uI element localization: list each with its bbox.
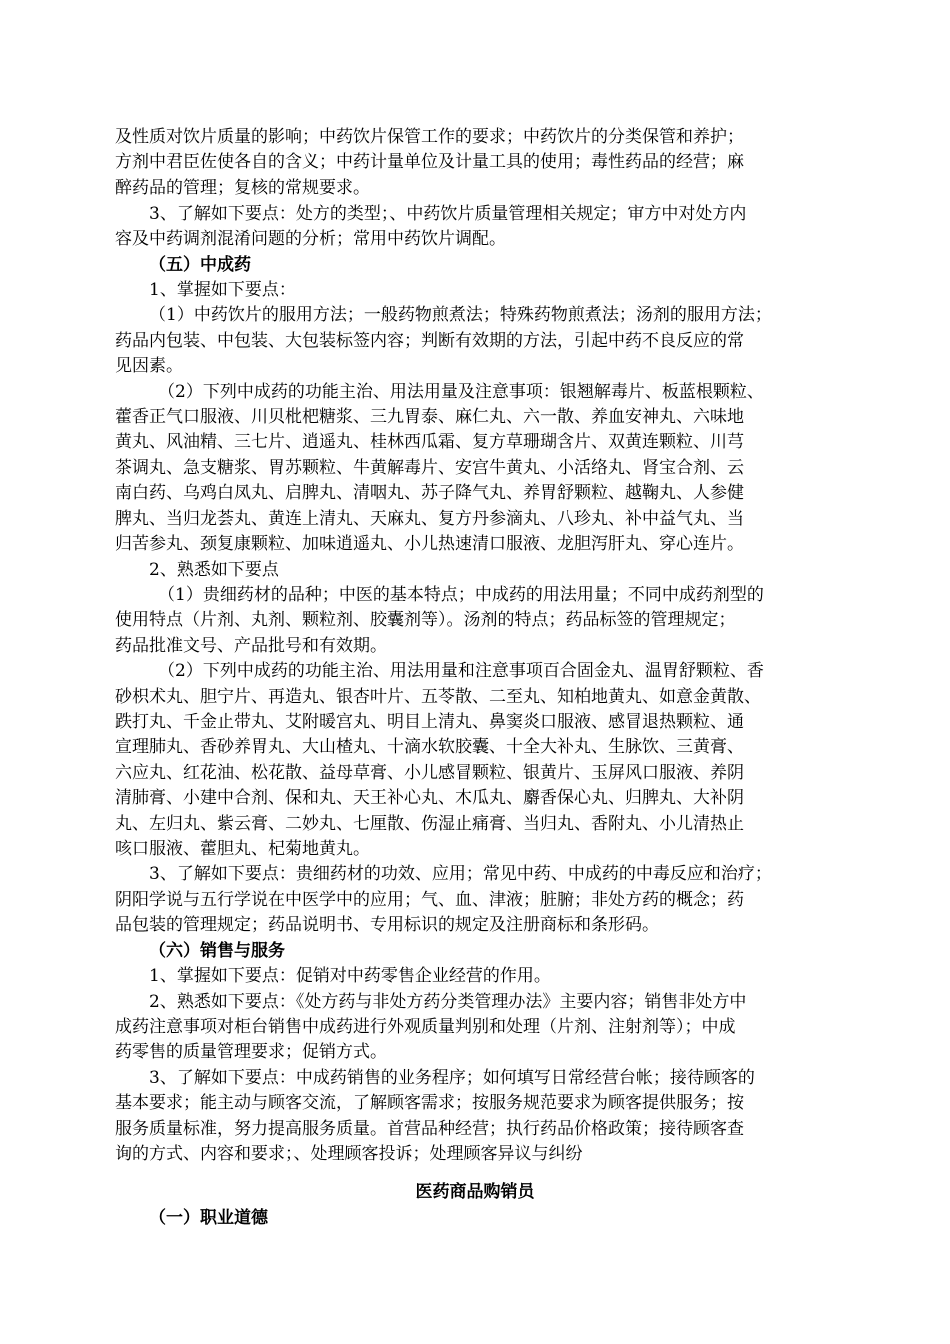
paragraph-line: （1）贵细药材的品种；中医的基本特点；中成药的用法用量；不同中成药剂型的 [158, 585, 764, 605]
paragraph-line: 咳口服液、藿胆丸、杞菊地黄丸。 [115, 839, 370, 859]
paragraph-line: 藿香正气口服液、川贝枇杷糖浆、三九胃泰、麻仁丸、六一散、养血安神丸、六味地 [115, 407, 744, 427]
paragraph-line: 宣理肺丸、香砂养胃丸、大山楂丸、十滴水软胶囊、十全大补丸、生脉饮、三黄膏、 [115, 737, 744, 757]
paragraph-line: 成药注意事项对柜台销售中成药进行外观质量判别和处理（片剂、注射剂等）；中成 [115, 1017, 736, 1037]
paragraph-line: 及性质对饮片质量的影响；中药饮片保管工作的要求；中药饮片的分类保管和养护； [115, 127, 744, 147]
paragraph-line: 2、熟悉如下要点：《处方药与非处方药分类管理办法》主要内容；销售非处方中 [149, 992, 747, 1012]
paragraph-line: 2、熟悉如下要点 [149, 560, 279, 580]
paragraph-line: 黄丸、风油精、三七片、逍遥丸、桂林西瓜霜、复方草珊瑚含片、双黄连颗粒、川芎 [115, 432, 744, 452]
paragraph-line: 方剂中君臣佐使各自的含义；中药计量单位及计量工具的使用；毒性药品的经营；麻 [115, 152, 744, 172]
paragraph-line: （1）中药饮片的服用方法；一般药物煎煮法；特殊药物煎煮法；汤剂的服用方法； [149, 305, 772, 325]
paragraph-line: 品包装的管理规定；药品说明书、专用标识的规定及注册商标和条形码。 [115, 915, 659, 935]
paragraph-line: 茶调丸、急支糖浆、胃苏颗粒、牛黄解毒片、安宫牛黄丸、小活络丸、肾宝合剂、云 [115, 458, 744, 478]
paragraph-line: 询的方式、内容和要求；、处理顾客投诉；处理顾客异议与纠纷 [115, 1144, 583, 1164]
paragraph-line: 基本要求；能主动与顾客交流，了解顾客需求；按服务规范要求为顾客提供服务；按 [115, 1093, 744, 1113]
paragraph-line: 药品批准文号、产品批号和有效期。 [115, 636, 387, 656]
paragraph-line: 丸、左归丸、紫云膏、二妙丸、七厘散、伤湿止痛膏、当归丸、香附丸、小儿清热止 [115, 814, 744, 834]
paragraph-line: 阴阳学说与五行学说在中医学中的应用；气、血、津液；脏腑；非处方药的概念；药 [115, 890, 744, 910]
paragraph-line: 容及中药调剂混淆问题的分析；常用中药饮片调配。 [115, 229, 506, 249]
paragraph-line: 见因素。 [115, 356, 183, 376]
paragraph-line: 砂枳术丸、胆宁片、再造丸、银杏叶片、五苓散、二至丸、知柏地黄丸、如意金黄散、 [115, 687, 761, 707]
paragraph-line: 脾丸、当归龙荟丸、黄连上清丸、天麻丸、复方丹参滴丸、八珍丸、补中益气丸、当 [115, 509, 744, 529]
paragraph-line: 服务质量标准，努力提高服务质量。首营品种经营；执行药品价格政策；接待顾客查 [115, 1119, 744, 1139]
paragraph-line: 3、了解如下要点：贵细药材的功效、应用；常见中药、中成药的中毒反应和治疗； [149, 864, 772, 884]
paragraph-line: 药零售的质量管理要求；促销方式。 [115, 1042, 387, 1062]
paragraph-line: 1、掌握如下要点： [149, 280, 296, 300]
paragraph-line: 清肺膏、小建中合剂、保和丸、天王补心丸、木瓜丸、麝香保心丸、归脾丸、大补阴 [115, 788, 744, 808]
section-heading: （一）职业道德 [149, 1208, 268, 1228]
paragraph-line: 3、了解如下要点：处方的类型；、中药饮片质量管理相关规定；审方中对处方内 [149, 204, 747, 224]
paragraph-line: 跌打丸、千金止带丸、艾附暖宫丸、明目上清丸、鼻窦炎口服液、感冒退热颗粒、通 [115, 712, 744, 732]
paragraph-line: 1、掌握如下要点：促销对中药零售企业经营的作用。 [149, 966, 551, 986]
paragraph-line: 药品内包装、中包装、大包装标签内容；判断有效期的方法，引起中药不良反应的常 [115, 331, 744, 351]
section-heading: （五）中成药 [149, 255, 251, 275]
paragraph-line: 使用特点（片剂、丸剂、颗粒剂、胶囊剂等）。汤剂的特点；药品标签的管理规定； [115, 610, 736, 630]
paragraph-line: （2）下列中成药的功能主治、用法用量及注意事项：银翘解毒片、板蓝根颗粒、 [158, 382, 764, 402]
paragraph-line: 醉药品的管理；复核的常规要求。 [115, 178, 370, 198]
paragraph-line: 南白药、乌鸡白凤丸、启脾丸、清咽丸、苏子降气丸、养胃舒颗粒、越鞠丸、人参健 [115, 483, 744, 503]
paragraph-line: 3、了解如下要点：中成药销售的业务程序；如何填写日常经营台帐；接待顾客的 [149, 1068, 755, 1088]
paragraph-line: （2）下列中成药的功能主治、用法用量和注意事项百合固金丸、温胃舒颗粒、香 [158, 661, 764, 681]
paragraph-line: 六应丸、红花油、松花散、益母草膏、小儿感冒颗粒、银黄片、玉屏风口服液、养阴 [115, 763, 744, 783]
chapter-title: 医药商品购销员 [415, 1182, 535, 1202]
section-heading: （六）销售与服务 [149, 941, 285, 961]
paragraph-line: 归苦参丸、颈复康颗粒、加味逍遥丸、小儿热速清口服液、龙胆泻肝丸、穿心连片。 [115, 534, 744, 554]
